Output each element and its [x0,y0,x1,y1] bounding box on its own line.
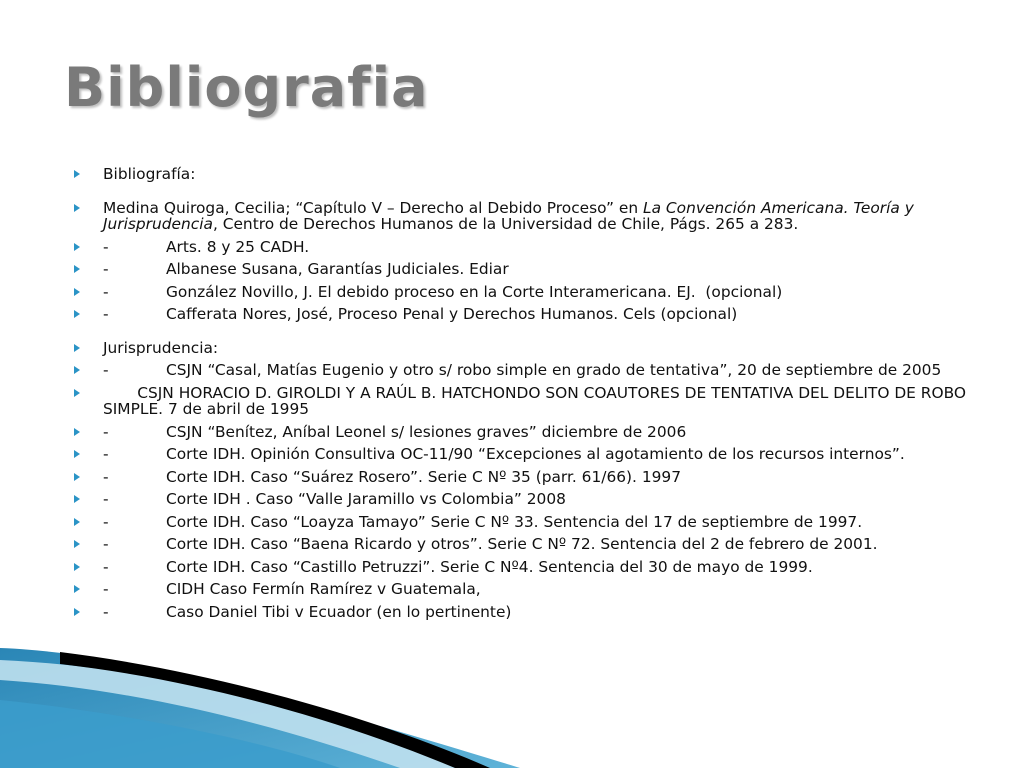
item-text-segment: , Centro de Derechos Humanos de la Universidad de Chile, Págs. 265 a 283. [212,215,799,233]
item-text: Corte IDH. Caso “Baena Ricardo y otros”. Serie C Nº 72. Sentencia del 2 de febrero de 2001. [166,535,878,553]
item-dash: - [103,602,109,621]
item-dash: - [103,535,109,553]
item-text: CSJN HORACIO D. GIROLDI Y A RAÚL B. HATCHONDO SON COAUTORES DE TENTATIVA DEL DELITO DE ROBO SIMPLE. 7 de abril de 1995 [103,383,971,418]
item-text: Bibliografía: [103,165,196,183]
item-text: Corte IDH . Caso “Valle Jaramillo vs Colombia” 2008 [166,490,566,508]
item-text: Corte IDH. Caso “Castillo Petruzzi”. Serie C Nº4. Sentencia del 30 de mayo de 1999. [166,557,813,576]
item-dash: - [103,422,109,441]
item-text: Arts. 8 y 25 CADH. [166,237,310,256]
item-dash: - [103,282,109,301]
item-text: CSJN “Benítez, Aníbal Leonel s/ lesiones graves” diciembre de 2006 [166,422,687,441]
item-dash: - [103,490,109,508]
item-dash: - [103,557,109,576]
item-text: CIDH Caso Fermín Ramírez v Guatemala, [166,580,481,598]
item-text: Corte IDH. Caso “Loayza Tamayo” Serie C Nº 33. Sentencia del 17 de septiembre de 1997. [166,512,863,531]
item-dash: - [103,580,109,598]
item-text: Caso Daniel Tibi v Ecuador (en lo pertinente) [166,602,512,621]
item-text: Corte IDH. Opinión Consultiva OC-11/90 “Excepciones al agotamiento de los recursos internos”. [166,445,905,463]
item-dash: - [103,445,109,463]
item-text: CSJN “Casal, Matías Eugenio y otro s/ robo simple en grado de tentativa”, 20 de septiembre de 2005 [166,361,942,379]
item-dash: - [103,467,109,486]
item-dash: - [103,305,109,323]
item-dash: - [103,260,109,278]
item-text: Albanese Susana, Garantías Judiciales. Ediar [166,260,509,278]
item-text: Cafferata Nores, José, Proceso Penal y Derechos Humanos. Cels (opcional) [166,305,738,323]
item-text-segment: La Convención Americana. Teoría y Jurisprudencia [103,198,914,233]
item-text: Jurisprudencia: [103,338,219,357]
item-dash: - [103,512,109,531]
item-text: González Novillo, J. El debido proceso en la Corte Interamericana. EJ. (opcional) [166,282,783,301]
item-dash: - [103,361,109,379]
item-text: Corte IDH. Caso “Suárez Rosero”. Serie C Nº 35 (parr. 61/66). 1997 [166,467,681,486]
slide-title: Bibliografia [64,56,429,119]
item-dash: - [103,237,109,256]
item-text-segment: Medina Quiroga, Cecilia; “Capítulo V – Derecho al Debido Proceso” en [103,198,644,217]
